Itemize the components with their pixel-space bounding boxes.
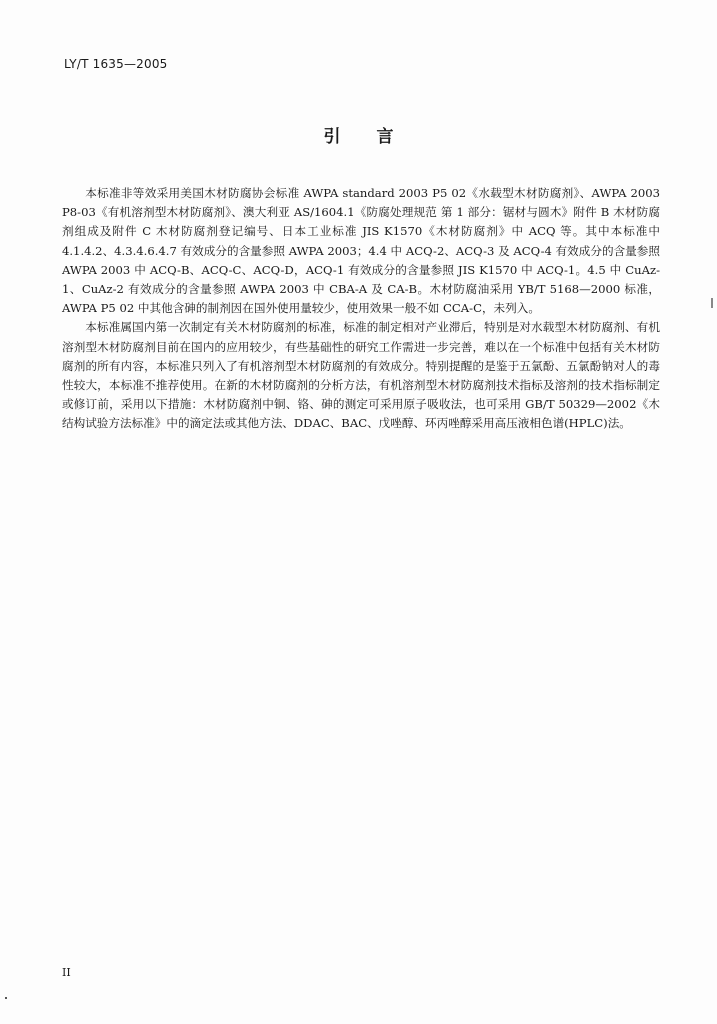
page-title: 引言	[323, 127, 430, 147]
body-text	[62, 184, 660, 434]
standard-code: LY/T 1635—2005	[64, 57, 168, 71]
paragraph-1: 本标准非等效采用美国木材防腐协会标准 AWPA standard 2003 P5 02《水载型木材防腐剂》、AWPA 2003 P8-03《有机溶剂型木材防腐剂》、澳大利亚 AS/1604.1《防腐处理规范 第 1 部分：锯材与圆木》附件 B 木材防腐剂组成及附件 C 木材防腐剂登记编号、日本工业标准 JIS K1570《木材防腐剂》中 ACQ 等。其中本标准中 4.1.4.2、4.3.4.6.4.7 有效成分的含量参照 AWPA 2003；4.4 中 ACQ-2、ACQ-3 及 ACQ-4 有效成分的含量参照 AWPA 2003 中 ACQ-B、ACQ-C、ACQ-D，ACQ-1 有效成分的含量参照 JIS K1570 中 ACQ-1。4.5 中 CuAz-1、CuAz-2 有效成分的含量参照 AWPA 2003 中 CBA-A 及 CA-B。木材防腐油采用 YB/T 5168—2000 标准，AWPA P5 02 中其他含砷的制剂因在国外使用量较少，使用效果一般不如 CCA-C，未列入。	[62, 186, 660, 316]
scan-artifact-dot	[5, 997, 7, 999]
page-number: II	[62, 966, 71, 979]
paragraph-2: 本标准属国内第一次制定有关木材防腐剂的标准，标准的制定相对产业滞后，特别是对水载型木材防腐剂、有机溶剂型木材防腐剂目前在国内的应用较少，有些基础性的研究工作需进一步完善，难以在一个标准中包括有关木材防腐剂的所有内容，本标准只列入了有机溶剂型木材防腐剂的有效成分。特别提醒的是鉴于五氯酚、五氯酚钠对人的毒性较大，本标准不推荐使用。在新的木材防腐剂的分析方法，有机溶剂型木材防腐剂技术指标及溶剂的技术指标制定或修订前，采用以下措施：木材防腐剂中铜、铬、砷的测定可采用原子吸收法，也可采用 GB/T 50329—2002《木结构试验方法标准》中的滴定法或其他方法、DDAC、BAC、戊唑醇、环丙唑醇采用高压液相色谱(HPLC)法。	[62, 320, 660, 431]
margin-mark	[711, 298, 713, 308]
